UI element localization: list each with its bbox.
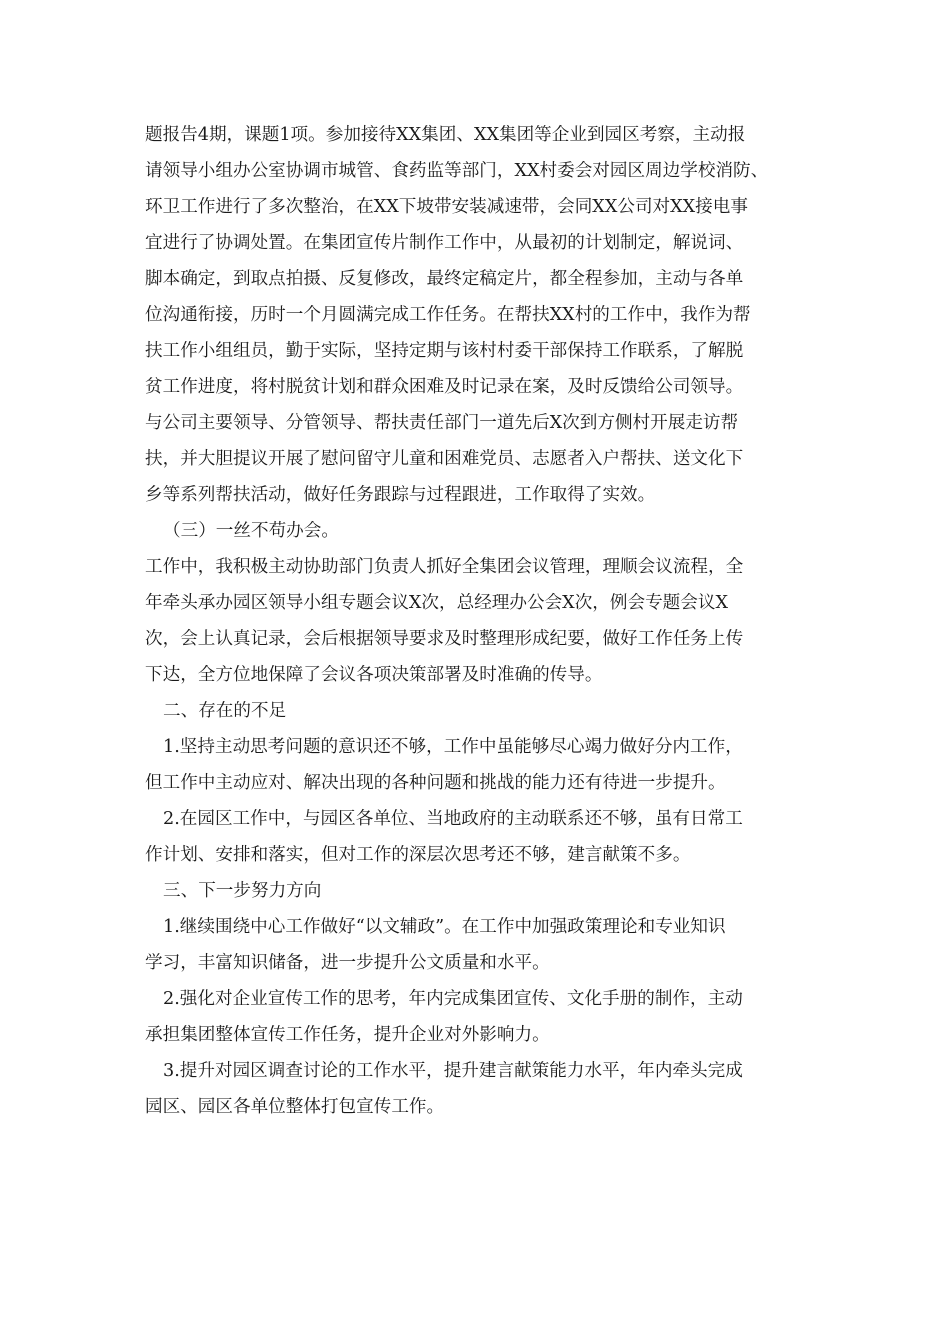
body-text-line: 1.坚持主动思考问题的意识还不够，工作中虽能够尽心竭力做好分内工作， <box>163 737 743 757</box>
body-text-line: 下达，全方位地保障了会议各项决策部署及时准确的传导。 <box>145 665 603 685</box>
body-text-line: 脚本确定，到取点拍摄、反复修改，最终定稿定片，都全程参加，主动与各单 <box>145 269 744 289</box>
body-text-line: 位沟通衔接，历时一个月圆满完成工作任务。在帮扶XX村的工作中，我作为帮 <box>145 305 751 325</box>
section-heading: 二、存在的不足 <box>163 701 287 721</box>
body-text-line: 扶工作小组组员，勤于实际，坚持定期与该村村委干部保持工作联系，了解脱 <box>145 341 744 361</box>
body-text-line: 园区、园区各单位整体打包宣传工作。 <box>145 1097 445 1117</box>
body-text-line: 题报告4期，课题1项。参加接待XX集团、XX集团等企业到园区考察，主动报 <box>145 125 746 145</box>
section-heading: 三、下一步努力方向 <box>163 881 322 901</box>
body-text-line: 年牵头承办园区领导小组专题会议X次，总经理办公会X次，例会专题会议X <box>145 593 728 613</box>
body-text-line: 请领导小组办公室协调市城管、食药监等部门，XX村委会对园区周边学校消防、 <box>145 161 769 181</box>
body-text-line: 2.强化对企业宣传工作的思考，年内完成集团宣传、文化手册的制作，主动 <box>163 989 743 1009</box>
body-text-line: 学习，丰富知识储备，进一步提升公文质量和水平。 <box>145 953 550 973</box>
body-text-line: 承担集团整体宣传工作任务，提升企业对外影响力。 <box>145 1025 550 1045</box>
body-text-line: 2.在园区工作中，与园区各单位、当地政府的主动联系还不够，虽有日常工 <box>163 809 743 829</box>
section-heading: （三）一丝不苟办会。 <box>163 521 339 541</box>
body-text-line: 与公司主要领导、分管领导、帮扶责任部门一道先后X次到方侧村开展走访帮 <box>145 413 739 433</box>
body-text-line: 宜进行了协调处置。在集团宣传片制作工作中，从最初的计划制定，解说词、 <box>145 233 744 253</box>
body-text-line: 环卫工作进行了多次整治，在XX下坡带安装减速带，会同XX公司对XX接电事 <box>145 197 748 217</box>
body-text-line: 乡等系列帮扶活动，做好任务跟踪与过程跟进，工作取得了实效。 <box>145 485 656 505</box>
body-text-line: 3.提升对园区调查讨论的工作水平，提升建言献策能力水平，年内牵头完成 <box>163 1061 743 1081</box>
body-text-line: 工作中，我积极主动协助部门负责人抓好全集团会议管理，理顺会议流程，全 <box>145 557 744 577</box>
body-text-line: 贫工作进度，将村脱贫计划和群众困难及时记录在案，及时反馈给公司领导。 <box>145 377 744 397</box>
body-text-line: 次，会上认真记录，会后根据领导要求及时整理形成纪要，做好工作任务上传 <box>145 629 744 649</box>
body-text-line: 扶，并大胆提议开展了慰问留守儿童和困难党员、志愿者入户帮扶、送文化下 <box>145 449 744 469</box>
body-text-line: 但工作中主动应对、解决出现的各种问题和挑战的能力还有待进一步提升。 <box>145 773 726 793</box>
body-text-line: 1.继续围绕中心工作做好“以文辅政”。在工作中加强政策理论和专业知识 <box>163 917 726 937</box>
body-text-line: 作计划、安排和落实，但对工作的深层次思考还不够，建言献策不多。 <box>145 845 691 865</box>
